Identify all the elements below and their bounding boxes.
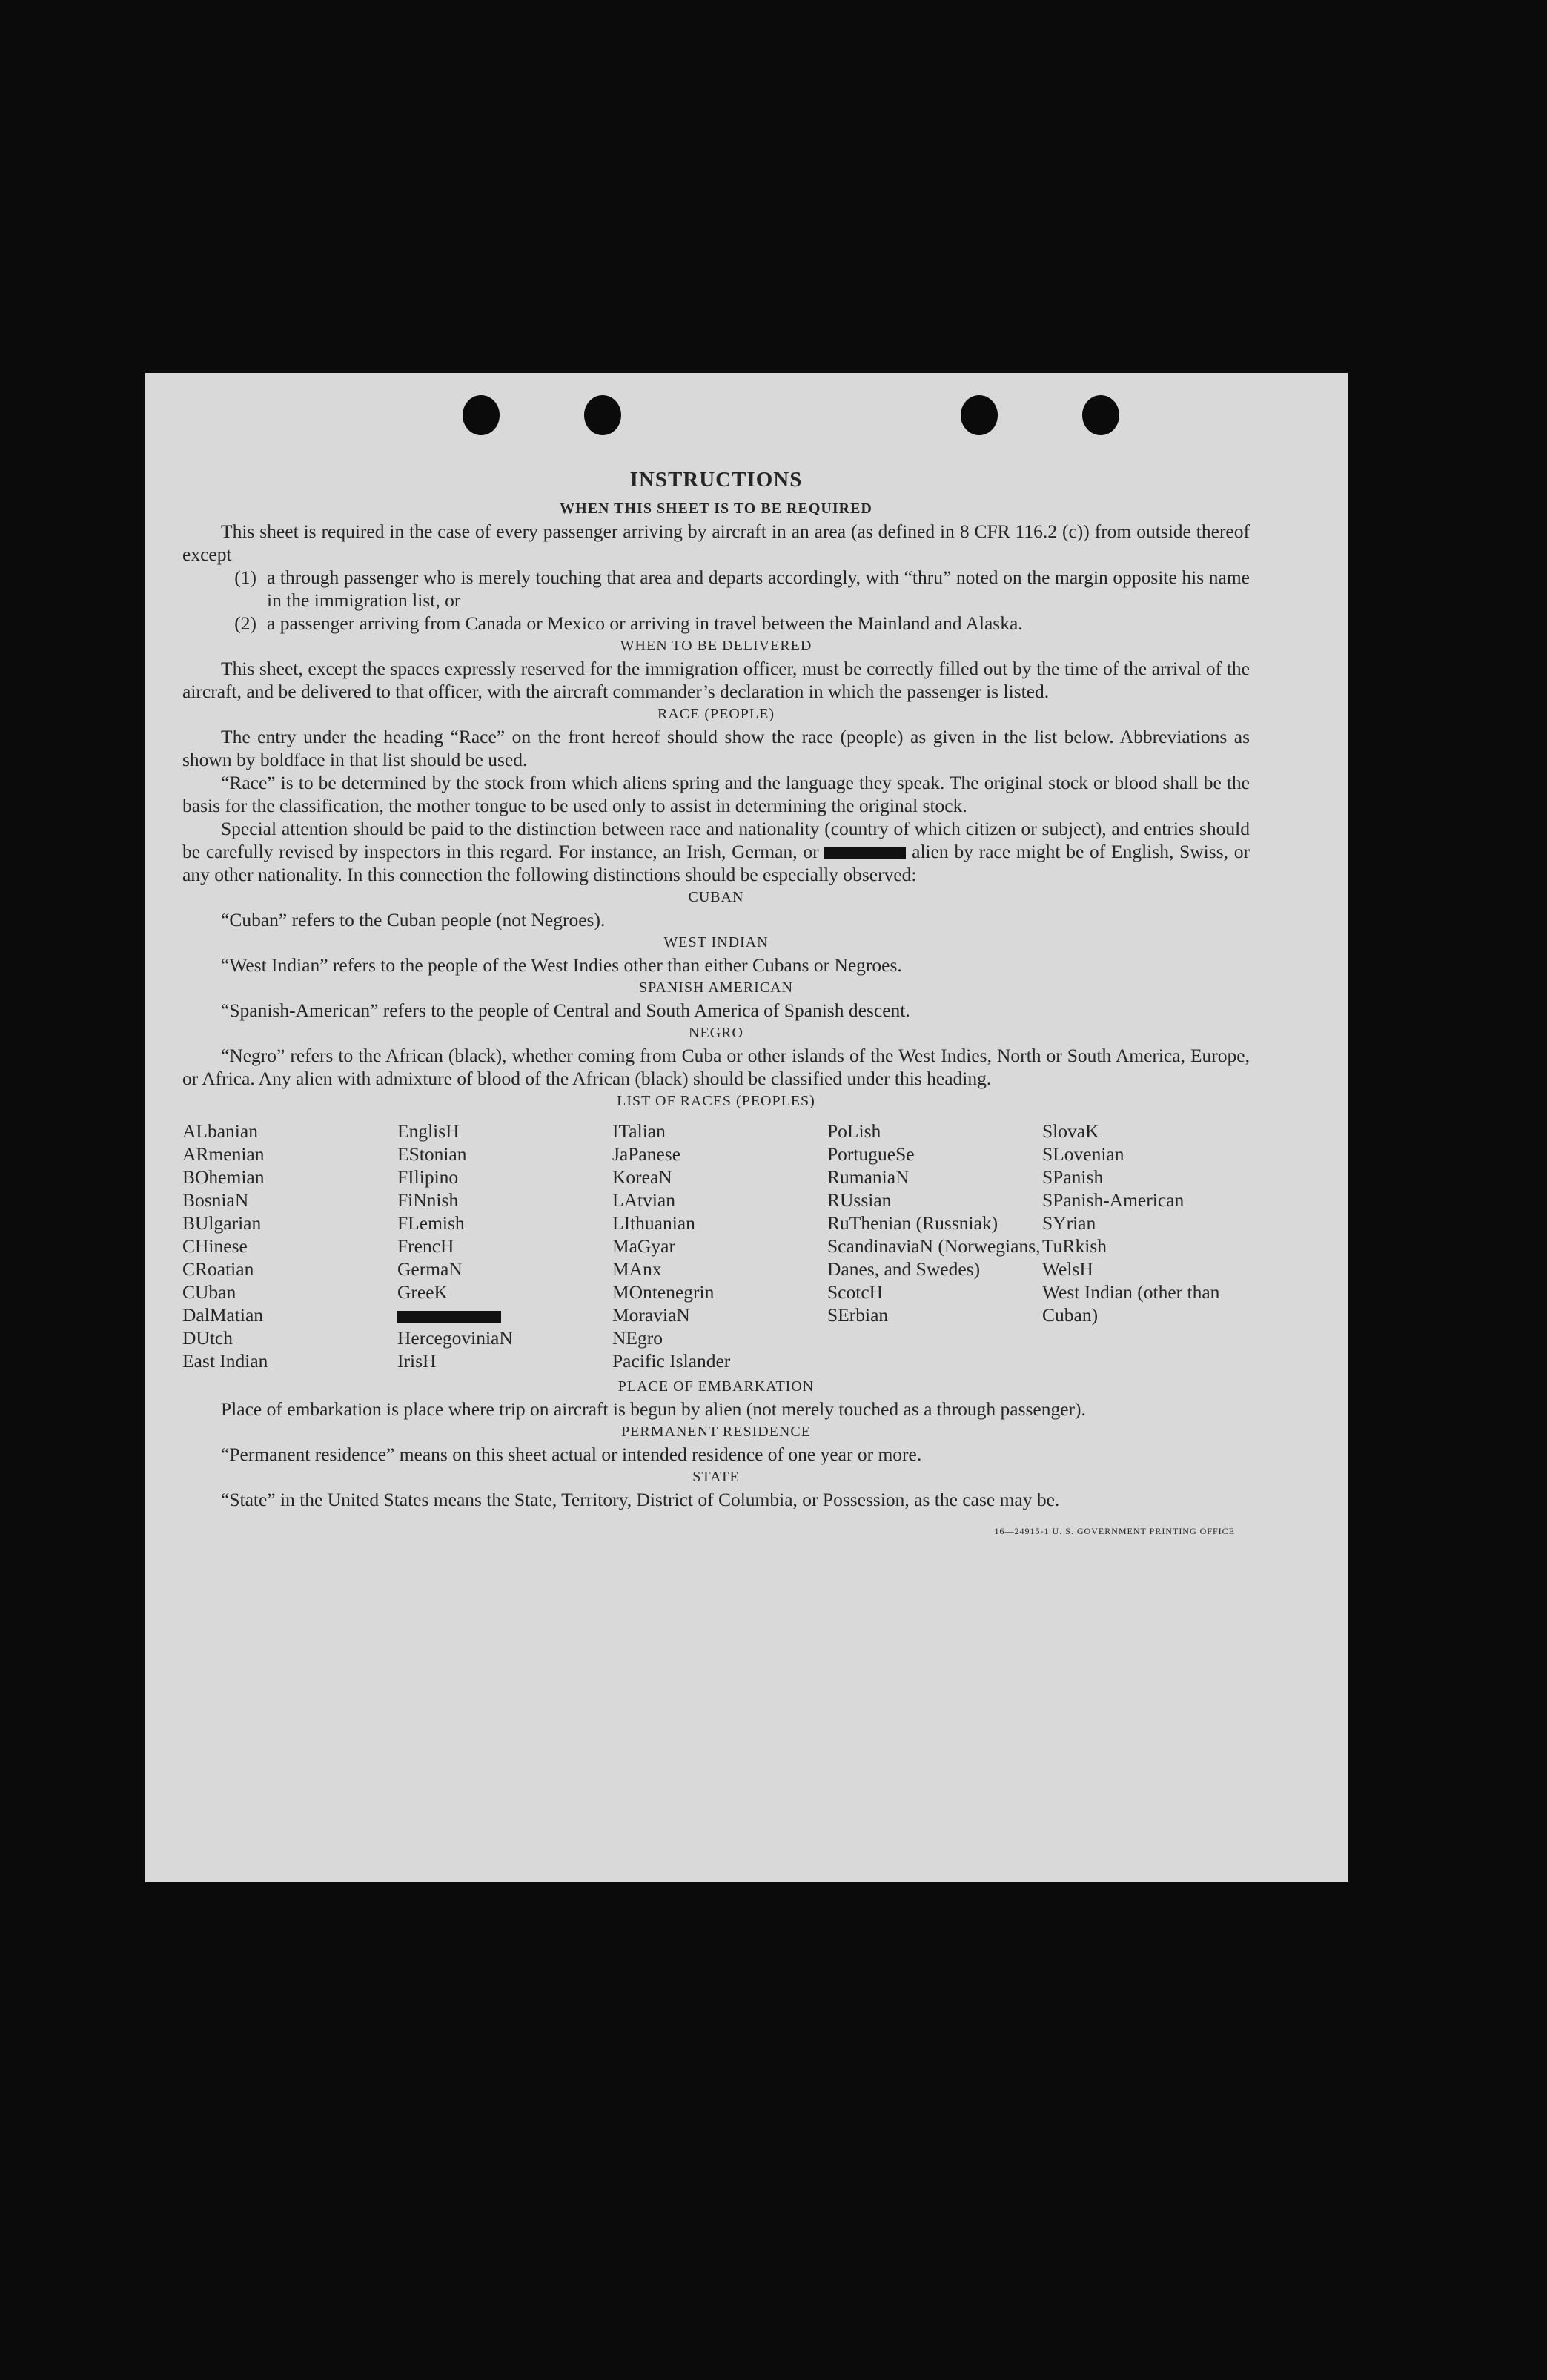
race-item: GermaN (397, 1258, 463, 1280)
race-item: BosniaN (182, 1189, 249, 1211)
race-item: SPanish-American (1042, 1189, 1185, 1211)
race-item: LAtvian (612, 1189, 675, 1211)
punch-hole (584, 395, 621, 435)
section-heading: WHEN TO BE DELIVERED (620, 638, 812, 654)
race-item: ALbanian (182, 1120, 258, 1142)
paragraph: Place of embarkation is place where trip on aircraft is begun by alien (not merely touched as a through passenger). (221, 1398, 1086, 1420)
section-heading: NEGRO (689, 1025, 743, 1041)
race-item: FiNnish (397, 1189, 459, 1211)
section-heading: CUBAN (688, 889, 744, 905)
paragraph: “Race” is to be determined by the stock from which aliens spring and the language they speak. The original stock or blood shall be the basis for the classification, the mother tongue to be used only to assist in determining the original stock. (182, 772, 1250, 816)
page-title: INSTRUCTIONS (629, 468, 803, 492)
race-item: SLovenian (1042, 1143, 1124, 1165)
race-item: PoLish (827, 1120, 881, 1142)
punch-hole (961, 395, 998, 435)
punch-hole (1082, 395, 1119, 435)
section-heading: PERMANENT RESIDENCE (621, 1424, 811, 1440)
race-item: West Indian (other than Cuban) (1042, 1281, 1220, 1326)
race-item: DUtch (182, 1327, 233, 1349)
section-heading: WEST INDIAN (663, 934, 769, 951)
race-item: BOhemian (182, 1166, 265, 1188)
section-heading: LIST OF RACES (PEOPLES) (617, 1093, 815, 1109)
redaction-mark (824, 847, 906, 859)
exception-text: a passenger arriving from Canada or Mexico or arriving in travel between the Mainland and Alaska. (267, 612, 1023, 634)
paragraph: “Cuban” refers to the Cuban people (not Negroes). (221, 909, 606, 930)
section-heading: STATE (692, 1469, 740, 1485)
race-item: GreeK (397, 1281, 448, 1303)
paragraph: “Permanent residence” means on this sheet actual or intended residence of one year or more. (221, 1444, 922, 1465)
race-item: SYrian (1042, 1212, 1096, 1234)
races-column (827, 1120, 1042, 1372)
race-item: MoraviaN (612, 1304, 690, 1326)
form-sheet (145, 373, 1348, 1882)
exception-text: a through passenger who is merely touching that area and departs accordingly, with “thru” noted on the margin opposite his name in the immigration list, or (267, 566, 1250, 611)
race-item: ARmenian (182, 1143, 265, 1165)
race-item: MOntenegrin (612, 1281, 715, 1303)
race-item: TuRkish (1042, 1235, 1107, 1257)
race-item: SlovaK (1042, 1120, 1099, 1142)
race-item: FLemish (397, 1212, 465, 1234)
print-code: 16—24915-1 U. S. GOVERNMENT PRINTING OFFICE (994, 1526, 1235, 1536)
paragraph: This sheet is required in the case of every passenger arriving by aircraft in an area (as defined in 8 CFR 116.2 (c)) from outside thereof except (182, 520, 1250, 565)
exception-number: (1) (234, 566, 256, 588)
redaction-mark (397, 1311, 501, 1323)
race-item: ScandinaviaN (Norwegians, Danes, and Swedes) (827, 1235, 1041, 1280)
race-item: RuThenian (Russniak) (827, 1212, 998, 1234)
race-item: MaGyar (612, 1235, 675, 1257)
race-item: SErbian (827, 1304, 889, 1326)
paragraph: “Spanish-American” refers to the people of Central and South America of Spanish descent. (221, 999, 910, 1021)
race-item: DalMatian (182, 1304, 264, 1326)
race-item: CUban (182, 1281, 236, 1303)
race-item: EStonian (397, 1143, 467, 1165)
paragraph (182, 817, 1250, 886)
races-column (182, 1120, 397, 1372)
punch-hole (463, 395, 500, 435)
race-item: NEgro (612, 1327, 663, 1349)
race-item: WelsH (1042, 1258, 1093, 1280)
paragraph: “West Indian” refers to the people of the West Indies other than either Cubans or Negroes. (221, 954, 902, 976)
race-item: IrisH (397, 1350, 437, 1372)
section-heading: RACE (PEOPLE) (657, 706, 775, 722)
race-item: PortugueSe (827, 1143, 915, 1165)
section-heading: SPANISH AMERICAN (638, 979, 794, 996)
exception-item (182, 566, 1250, 612)
race-item: SPanish (1042, 1166, 1104, 1188)
section-heading: WHEN THIS SHEET IS TO BE REQUIRED (560, 500, 872, 517)
races-list (182, 1120, 1250, 1372)
race-item: KoreaN (612, 1166, 672, 1188)
race-item: CRoatian (182, 1258, 254, 1280)
race-item: RumaniaN (827, 1166, 910, 1188)
race-item: MAnx (612, 1258, 662, 1280)
paragraph: “Negro” refers to the African (black), whether coming from Cuba or other islands of the West Indies, North or South America, Europe, or Africa. Any alien with admixture of blood of the African (black) should be classified under this heading. (182, 1045, 1250, 1089)
race-item: FrencH (397, 1235, 454, 1257)
race-item: ITalian (612, 1120, 666, 1142)
instructions-content (182, 465, 1250, 1543)
race-item: CHinese (182, 1235, 248, 1257)
race-item: ScotcH (827, 1281, 884, 1303)
race-item-redacted (397, 1303, 612, 1326)
race-item: East Indian (182, 1350, 268, 1372)
races-column (1042, 1120, 1242, 1372)
race-item: HercegoviniaN (397, 1327, 513, 1349)
race-item: Pacific Islander (612, 1350, 731, 1372)
race-item: JaPanese (612, 1143, 681, 1165)
paragraph: This sheet, except the spaces expressly reserved for the immigration officer, must be correctly filled out by the time of the arrival of the aircraft, and be delivered to that officer, with the aircraft commander’s declaration in which the passenger is listed. (182, 658, 1250, 702)
race-item: FIlipino (397, 1166, 459, 1188)
paragraph-end: alien by race might be of English, Swiss, or any other nationality. In this connection the following distinctions should be especially observed: (182, 841, 1250, 885)
section-heading: PLACE OF EMBARKATION (617, 1378, 815, 1395)
race-item: EnglisH (397, 1120, 460, 1142)
paragraph: “State” in the United States means the State, Territory, District of Columbia, or Possession, as the case may be. (221, 1489, 1060, 1510)
exception-item (182, 612, 1250, 635)
race-item: LIthuanian (612, 1212, 695, 1234)
races-column (397, 1120, 612, 1372)
race-item: BUlgarian (182, 1212, 262, 1234)
paragraph-start: Special attention should be paid to the distinction between race and nationality (country of which citizen or subject), and entries should be carefully revised by inspectors in this regard. For instance, an Irish, German, or (182, 818, 1250, 862)
paragraph: The entry under the heading “Race” on the front hereof should show the race (people) as given in the list below. Abbreviations as shown by boldface in that list should be used. (182, 726, 1250, 770)
exception-number: (2) (234, 612, 256, 634)
races-column (612, 1120, 827, 1372)
race-item: RUssian (827, 1189, 892, 1211)
